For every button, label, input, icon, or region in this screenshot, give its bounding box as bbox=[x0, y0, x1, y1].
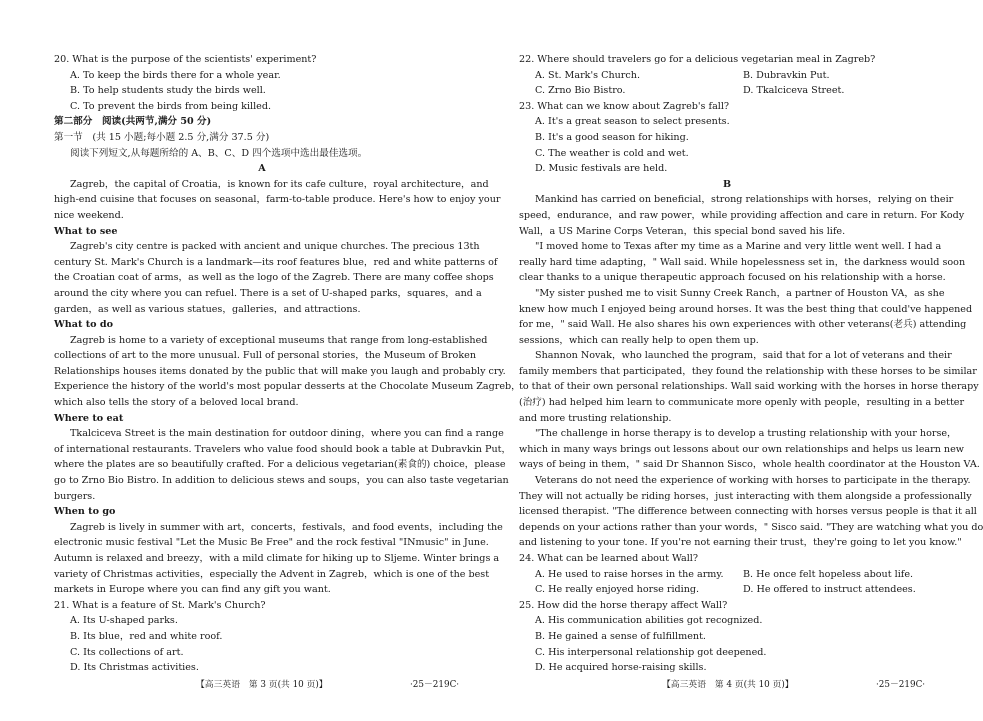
passage-b-line: They will not actually be riding horses，just interacting with them alongside a professionally bbox=[519, 490, 972, 502]
passage-b-line: knew how much I enjoyed being around horses. It was the best thing that could've happened bbox=[519, 303, 973, 315]
passage-a-line: Tkalciceva Street is the main destination for outdoor dining，where you can find a range bbox=[70, 428, 504, 440]
passage-a-line: the Croatian coat of arms，as well as the logo of the Zagreb. There are many coffee shops bbox=[54, 272, 494, 284]
q22-stem: 22. Where should travelers go for a delicious vegetarian meal in Zagreb? bbox=[519, 54, 876, 65]
passage-b-line: ways of being in them，" said Dr Shannon Sisco，whole health coordinator at the Houston VA. bbox=[519, 459, 980, 471]
passage-a-line: of international restaurants. Travelers who value food should book a table at Dubravkin Put， bbox=[54, 443, 512, 455]
part2-title: 第二部分 阅读(共两节,满分 50 分) bbox=[54, 116, 212, 128]
passage-a-line: nice weekend. bbox=[54, 209, 124, 221]
passage-a-line: Zagreb's city centre is packed with ancient and unique churches. The precious 13th bbox=[70, 241, 480, 253]
passage-b-line: for me，" said Wall. He also shares his own experiences with other veterans(老兵) attending bbox=[519, 319, 967, 331]
passage-a-line: variety of Christmas activities，especially the Advent in Zagreb，which is one of the best bbox=[54, 568, 490, 580]
q21-option-d: D. Its Christmas activities. bbox=[70, 662, 199, 674]
q22-options-row bbox=[519, 68, 935, 84]
passage-a-line: Zagreb is lively in summer with art，concerts，festivals，and food events，including the bbox=[70, 521, 503, 533]
passage-a-line: markets in Europe where you can find any gift you want. bbox=[54, 584, 331, 596]
q20-option-b: B. To help students study the birds well. bbox=[70, 85, 266, 97]
q24-option-c: C. He really enjoyed horse riding. bbox=[535, 584, 700, 596]
passage-b-line: "I moved home to Texas after my time as a Marine and very little went well. I had a bbox=[535, 241, 942, 253]
q24-options-row bbox=[519, 582, 935, 598]
q22-option-a: A. St. Mark's Church. bbox=[535, 69, 640, 81]
footer-left-page-label: 【高三英语 第 3 页(共 10 页)】 bbox=[196, 680, 328, 690]
passage-b-line: speed，endurance，and raw power，while providing affection and care in return. For Kody bbox=[519, 209, 965, 221]
q23-stem: 23. What can we know about Zagreb's fall? bbox=[519, 100, 730, 112]
passage-a-line: Zagreb is home to a variety of exceptional museums that range from long-established bbox=[70, 334, 488, 346]
footer-right-code: ·25－219C· bbox=[876, 680, 926, 690]
passage-b-line: family members that participated，they found the relationship with these horses to be similar bbox=[519, 365, 977, 377]
passage-b-line: "My sister pushed me to visit Sunny Creek Ranch，a partner of Houston VA，as she bbox=[535, 287, 945, 299]
passage-a-line: Zagreb，the capital of Croatia，is known for its cafe culture，royal architecture，and bbox=[70, 178, 489, 190]
q24-options-row bbox=[519, 567, 935, 583]
q22-option-d: D. Tkalciceva Street. bbox=[743, 85, 845, 97]
passage-b-line: which in many ways brings out lessons about our own relationships and helps us learn new bbox=[519, 443, 964, 455]
q23-option-b: B. It's a good season for hiking. bbox=[535, 131, 689, 143]
q20-option-c: C. To prevent the birds from being killed. bbox=[70, 100, 272, 112]
right-page bbox=[519, 52, 983, 676]
q21-option-c: C. Its collections of art. bbox=[70, 646, 184, 658]
passage-b-line: really hard time adapting，" Wall said. While hopelessness set in，the darkness would soon bbox=[519, 256, 966, 268]
passage-a-line: garden，as well as various statues，galleries，and attractions. bbox=[54, 303, 361, 315]
passage-b-line: clear thanks to a unique therapeutic approach focused on his relationship with a horse. bbox=[519, 272, 946, 284]
heading-what-to-do: What to do bbox=[54, 319, 114, 331]
passage-a-label: A bbox=[258, 163, 266, 175]
passage-a-line: high-end cuisine that focuses on seasonal，farm-to-table produce. Here's how to enjoy your bbox=[54, 194, 501, 206]
passage-a-line: Relationships houses items donated by the public that will make you laugh and probably cry. bbox=[54, 365, 506, 377]
passage-b-line: to that of their own personal relationships. Wall said working with the horses in horse therapy bbox=[519, 381, 979, 393]
passage-b-line: Veterans do not need the experience of working with horses to participate in the therapy. bbox=[535, 475, 971, 487]
q25-option-d: D. He acquired horse-raising skills. bbox=[535, 662, 707, 674]
q25-option-c: C. His interpersonal relationship got deepened. bbox=[535, 646, 767, 658]
q21-option-b: B. Its blue，red and white roof. bbox=[70, 630, 223, 642]
q20-stem: 20. What is the purpose of the scientists' experiment? bbox=[54, 54, 317, 65]
passage-b-line: Wall，a US Marine Corps Veteran，this special bond saved his life. bbox=[519, 225, 846, 237]
q25-stem: 25. How did the horse therapy affect Wall? bbox=[519, 599, 728, 611]
q25-option-a: A. His communication abilities got recognized. bbox=[535, 615, 763, 627]
footer-left-code: ·25－219C· bbox=[410, 680, 460, 690]
passage-b-line: Shannon Novak，who launched the program，said that for a lot of veterans and their bbox=[535, 350, 952, 362]
q20-option-a: A. To keep the birds there for a whole year. bbox=[70, 69, 281, 81]
passage-b-line: and more trusting relationship. bbox=[519, 412, 672, 424]
passage-a-line: century St. Mark's Church is a landmark—its roof features blue，red and white patterns of bbox=[54, 256, 498, 268]
q24-option-a: A. He used to raise horses in the army. bbox=[535, 568, 724, 580]
left-page bbox=[54, 52, 521, 676]
q22-option-b: B. Dubravkin Put. bbox=[743, 69, 830, 81]
passage-b-line: licensed therapist. "The difference between connecting with horses versus people is that it all bbox=[519, 506, 977, 518]
section1-title: 第一节 (共 15 小题;每小题 2.5 分,满分 37.5 分) bbox=[54, 131, 270, 143]
passage-b-line: Mankind has carried on beneficial，strong relationships with horses，relying on their bbox=[535, 194, 954, 206]
q21-stem: 21. What is a feature of St. Mark's Church? bbox=[54, 599, 266, 611]
passage-a-line: Autumn is relaxed and breezy，with a mild climate for hiking up to Sljeme. Winter brings a bbox=[54, 553, 500, 564]
q24-option-b: B. He once felt hopeless about life. bbox=[743, 568, 914, 580]
instruction: 阅读下列短文,从每题所给的 A、B、C、D 四个选项中选出最佳选项。 bbox=[70, 147, 368, 159]
q23-option-a: A. It's a great season to select presents. bbox=[535, 116, 730, 128]
q24-stem: 24. What can be learned about Wall? bbox=[519, 553, 699, 564]
passage-b-line: "The challenge in horse therapy is to develop a trusting relationship with your horse， bbox=[535, 428, 957, 440]
q21-option-a: A. Its U-shaped parks. bbox=[70, 615, 178, 627]
passage-b-line: and listening to your tone. If you're not earning their trust，they're going to let you know." bbox=[519, 537, 962, 549]
q22-option-c: C. Zrno Bio Bistro. bbox=[535, 85, 626, 97]
passage-a-line: where the plates are so beautifully crafted. For a delicious vegetarian(素食的) choice，please bbox=[54, 459, 506, 471]
heading-what-to-see: What to see bbox=[54, 225, 118, 237]
passage-b-line: sessions，which can really help to open them up. bbox=[519, 334, 759, 346]
footer-right-page-label: 【高三英语 第 4 页(共 10 页)】 bbox=[662, 680, 794, 690]
passage-b-label: B bbox=[722, 178, 732, 190]
passage-a-line: burgers. bbox=[54, 490, 96, 502]
heading-when-to-go: When to go bbox=[54, 506, 116, 518]
q25-option-b: B. He gained a sense of fulfillment. bbox=[535, 630, 706, 642]
q23-option-d: D. Music festivals are held. bbox=[535, 163, 668, 175]
passage-a-line: collections of art to the more unusual. Full of personal stories，the Museum of Broken bbox=[54, 350, 476, 362]
passage-b-line: depends on your actions rather than your words，" Sisco said. "They are watching what you do bbox=[519, 521, 983, 533]
passage-a-line: go to Zrno Bio Bistro. In addition to delicious stews and soups，you can also taste vegetarian bbox=[54, 475, 509, 487]
q24-option-d: D. He offered to instruct attendees. bbox=[743, 584, 916, 596]
passage-a-line: electronic music festival "Let the Music Be Free" and the rock festival "INmusic" in June. bbox=[54, 537, 489, 549]
passage-a-line: around the city where you can refuel. There is a set of U-shaped parks，squares，and a bbox=[54, 287, 482, 299]
q23-option-c: C. The weather is cold and wet. bbox=[535, 147, 689, 159]
passage-a-line: which also tells the story of a beloved local brand. bbox=[54, 397, 299, 409]
heading-where-to-eat: Where to eat bbox=[54, 412, 124, 424]
passage-a-line: Experience the history of the world's most popular desserts at the Chocolate Museum Zagreb， bbox=[54, 381, 521, 393]
passage-b-line: (治疗) had helped him learn to communicate more openly with people，resulting in a better bbox=[519, 397, 965, 409]
q22-options-row bbox=[519, 83, 935, 99]
